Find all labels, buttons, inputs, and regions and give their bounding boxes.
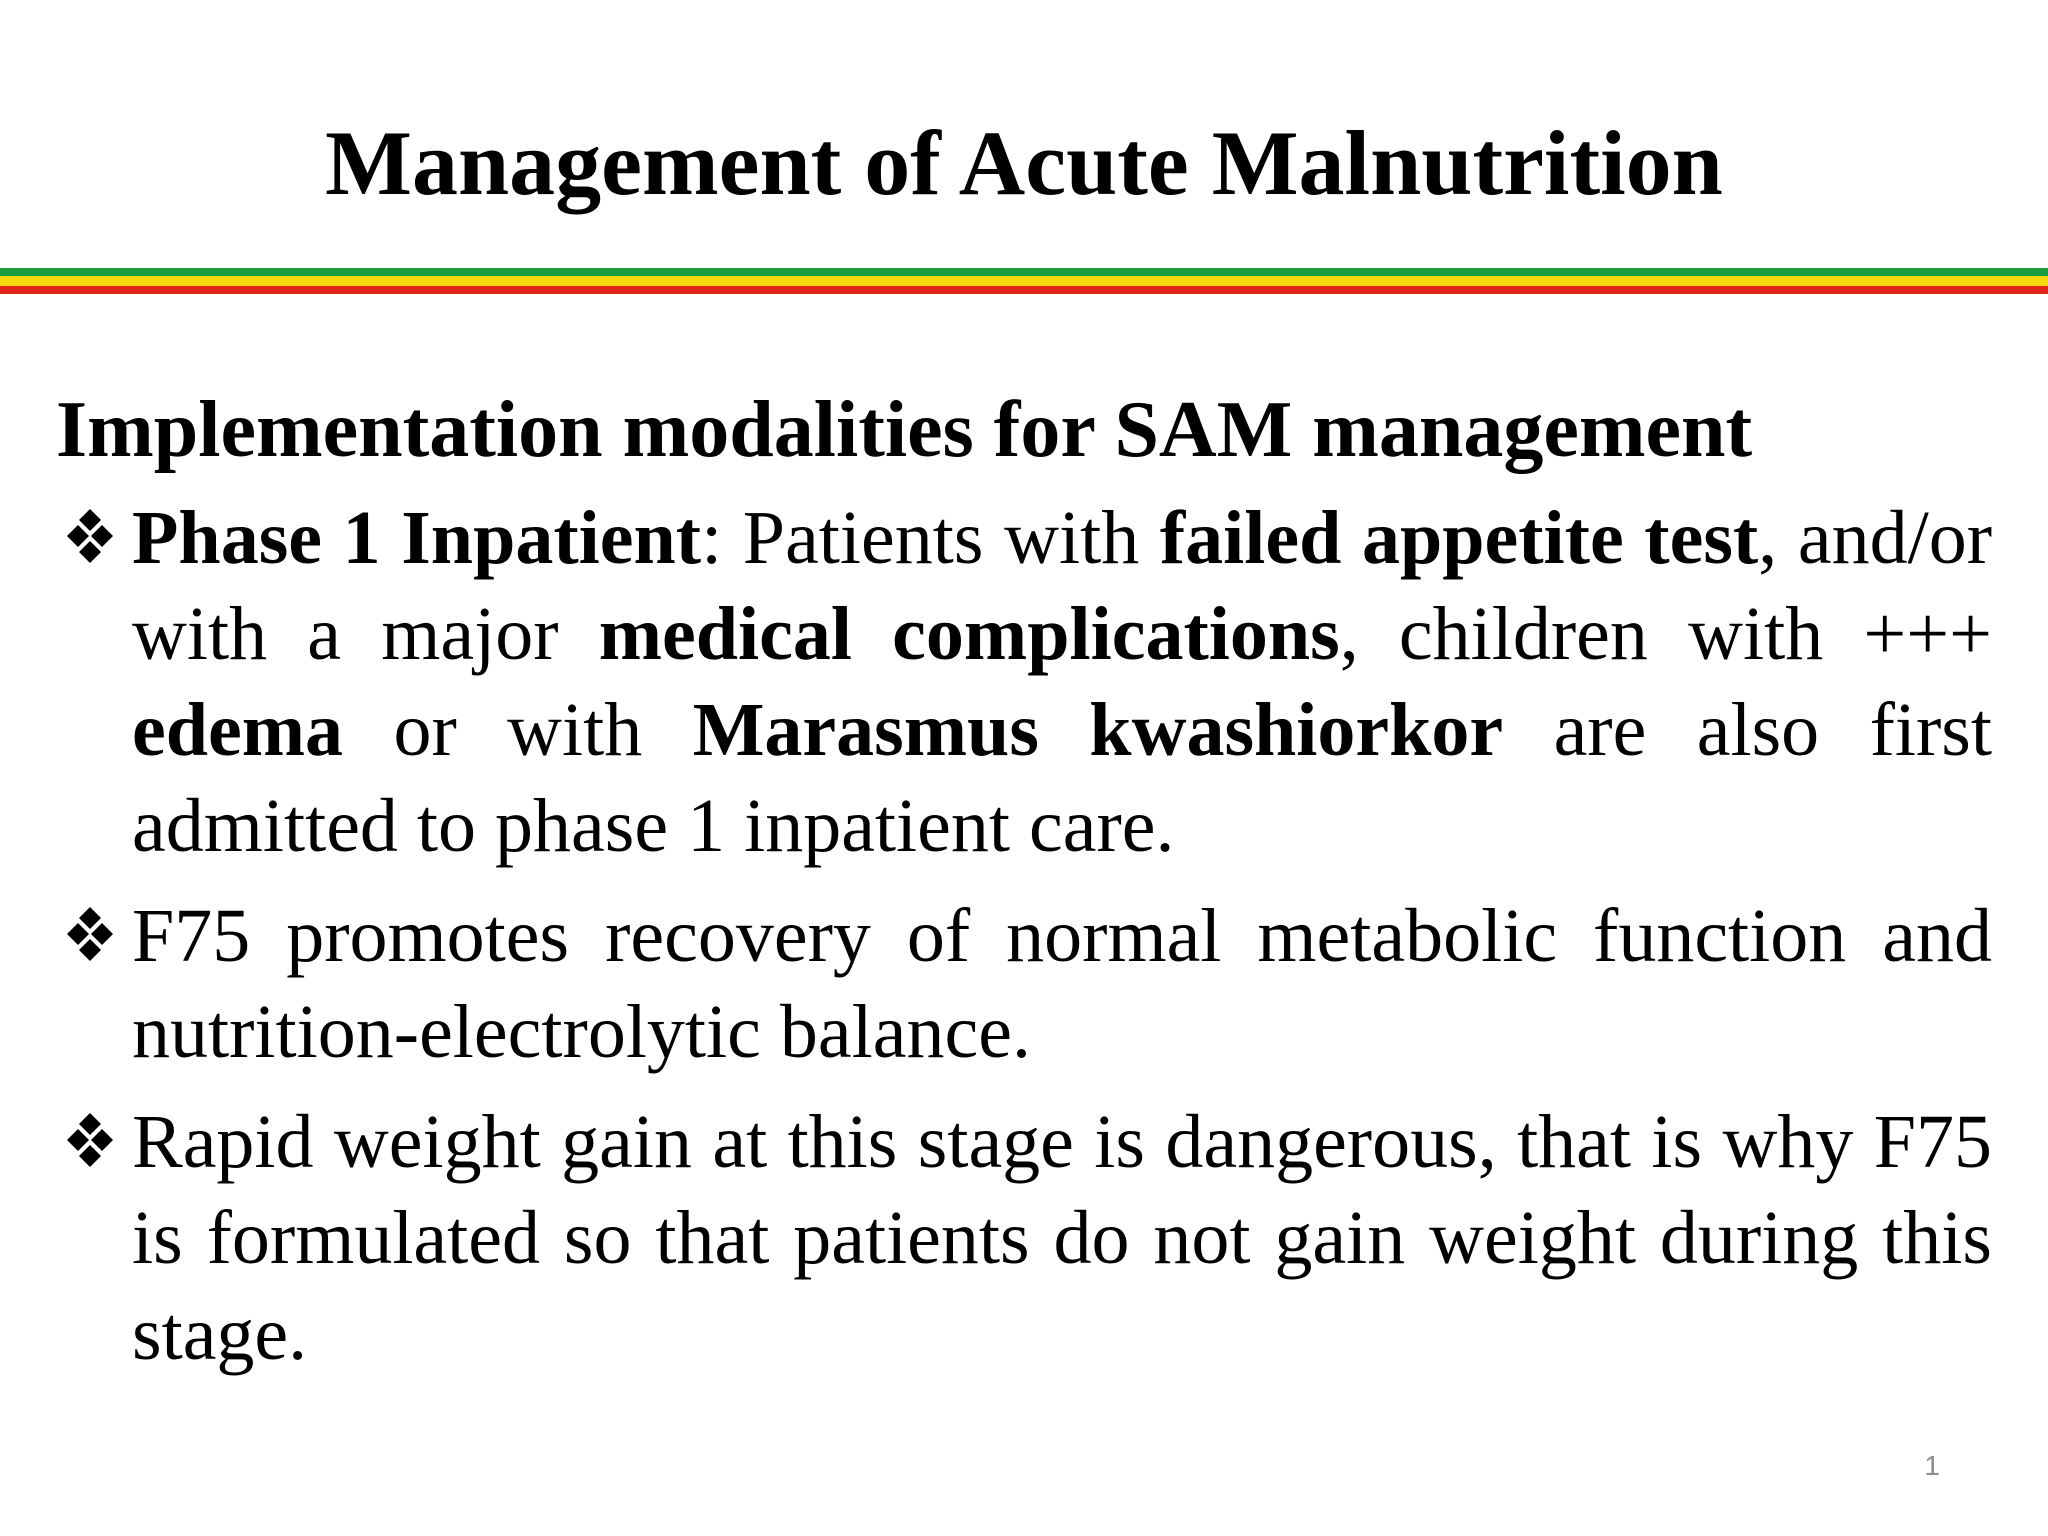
bullet-item-f75-recovery <box>0 888 2048 1080</box>
bullet-text <box>132 1094 1992 1382</box>
bullet-text <box>132 888 1992 1080</box>
text-run: are also first admitted to phase 1 inpatient care. <box>132 688 1992 868</box>
four-diamond-icon <box>58 508 122 564</box>
bullet-text <box>132 490 1992 874</box>
yellow-stripe <box>0 276 2048 286</box>
text-run: , and/or with a major <box>132 496 1993 676</box>
bold-text-run: failed appetite test <box>1159 496 1759 580</box>
text-run: : Patients with <box>701 496 1160 580</box>
slide-title: Management of Acute Malnutrition <box>325 112 1723 214</box>
section-heading: Implementation modalities for SAM management <box>56 386 1753 474</box>
green-stripe <box>0 268 2048 276</box>
four-diamond-icon <box>58 1112 122 1168</box>
bold-text-run: medical complications <box>598 592 1340 676</box>
bold-text-run: edema <box>132 688 344 772</box>
bullet-item-weight-gain <box>0 1094 2048 1382</box>
page-number: 1 <box>1924 1450 1940 1481</box>
bold-text-run: Phase 1 Inpatient <box>132 496 702 580</box>
four-diamond-icon <box>58 906 122 962</box>
text-run: Rapid weight gain at this stage is dangerous, that is why F75 is formulated so that patients do not gain weight during this stage. <box>132 1100 1992 1376</box>
bullet-item-phase-1 <box>0 490 2048 874</box>
text-run: F75 promotes recovery of normal metabolic function and nutrition-electrolytic balance. <box>132 894 1992 1074</box>
text-run: or with <box>343 688 693 772</box>
bold-text-run: Marasmus kwashiorkor <box>692 688 1504 772</box>
bullet-list <box>0 490 2048 1382</box>
red-stripe <box>0 286 2048 294</box>
text-run: , children with +++ <box>1339 592 1993 676</box>
